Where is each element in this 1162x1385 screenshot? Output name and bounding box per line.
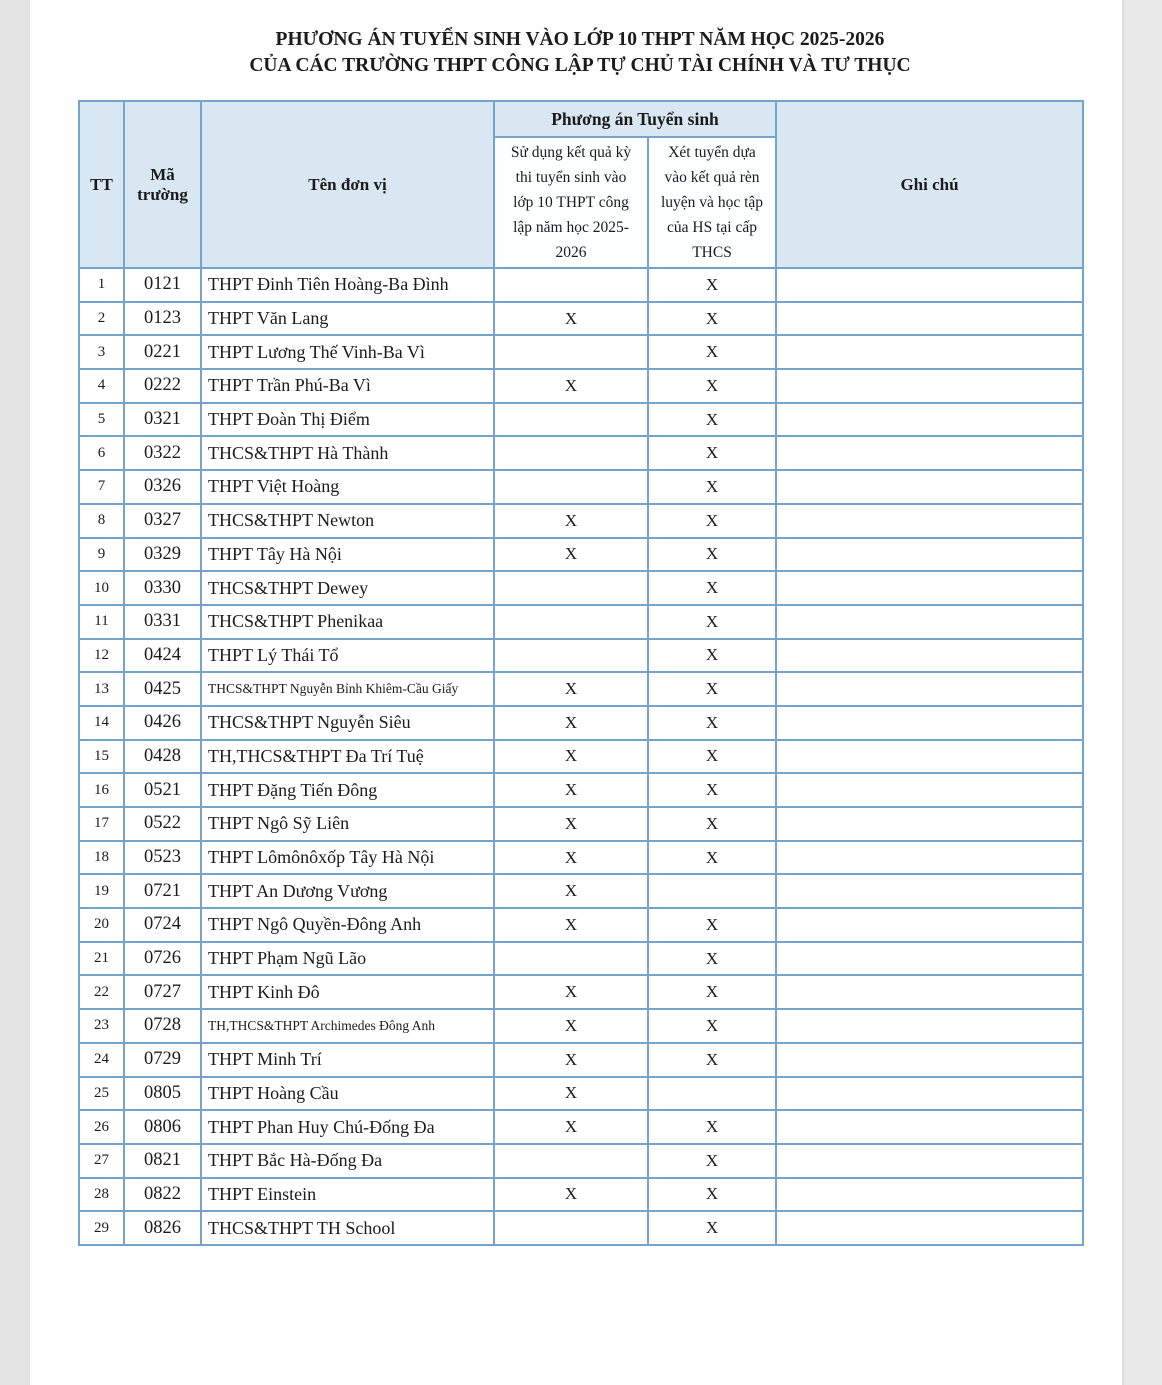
school-code-cell: 0329 <box>124 538 201 572</box>
school-code-cell: 0426 <box>124 706 201 740</box>
exam-method-mark-cell: X <box>494 1043 648 1077</box>
exam-method-mark-cell: X <box>494 369 648 403</box>
school-name-cell: THCS&THPT Nguyễn Siêu <box>201 706 494 740</box>
school-code-cell: 0521 <box>124 773 201 807</box>
table-row <box>79 335 1083 369</box>
note-cell <box>776 302 1083 336</box>
records-method-mark-cell: X <box>648 740 776 774</box>
table-row <box>79 1043 1083 1077</box>
school-name-cell: THPT Việt Hoàng <box>201 470 494 504</box>
exam-method-mark-cell <box>494 268 648 302</box>
table-row <box>79 1009 1083 1043</box>
note-cell <box>776 740 1083 774</box>
note-cell <box>776 975 1083 1009</box>
note-cell <box>776 504 1083 538</box>
records-method-mark-cell: X <box>648 268 776 302</box>
table-row <box>79 302 1083 336</box>
school-code-cell: 0523 <box>124 841 201 875</box>
row-index-cell: 2 <box>79 302 124 336</box>
note-cell <box>776 1178 1083 1212</box>
records-method-mark-cell: X <box>648 436 776 470</box>
school-code-cell: 0221 <box>124 335 201 369</box>
table-row <box>79 369 1083 403</box>
school-name-cell: THPT Tây Hà Nội <box>201 538 494 572</box>
school-name-cell: THCS&THPT Nguyễn Bỉnh Khiêm-Cầu Giấy <box>201 672 494 706</box>
exam-method-mark-cell: X <box>494 538 648 572</box>
school-name-cell: THPT Văn Lang <box>201 302 494 336</box>
table-row <box>79 504 1083 538</box>
exam-method-mark-cell: X <box>494 504 648 538</box>
exam-method-mark-cell: X <box>494 841 648 875</box>
school-name-cell: THPT Lương Thế Vinh-Ba Vì <box>201 335 494 369</box>
exam-method-mark-cell: X <box>494 773 648 807</box>
table-row <box>79 639 1083 673</box>
exam-method-mark-cell <box>494 605 648 639</box>
records-method-mark-cell: X <box>648 571 776 605</box>
records-method-mark-cell: X <box>648 672 776 706</box>
school-code-cell: 0326 <box>124 470 201 504</box>
school-table-body <box>79 268 1083 1245</box>
exam-method-mark-cell <box>494 639 648 673</box>
row-index-cell: 16 <box>79 773 124 807</box>
table-row <box>79 1211 1083 1245</box>
school-name-cell: THCS&THPT Phenikaa <box>201 605 494 639</box>
row-index-cell: 5 <box>79 403 124 437</box>
school-code-cell: 0322 <box>124 436 201 470</box>
note-cell <box>776 571 1083 605</box>
exam-method-mark-cell: X <box>494 807 648 841</box>
table-row <box>79 436 1083 470</box>
header-tt: TT <box>79 101 124 268</box>
school-code-cell: 0727 <box>124 975 201 1009</box>
records-method-mark-cell: X <box>648 302 776 336</box>
school-code-cell: 0222 <box>124 369 201 403</box>
table-row <box>79 874 1083 908</box>
note-cell <box>776 335 1083 369</box>
records-method-mark-cell: X <box>648 403 776 437</box>
row-index-cell: 13 <box>79 672 124 706</box>
records-method-mark-cell: X <box>648 908 776 942</box>
row-index-cell: 17 <box>79 807 124 841</box>
records-method-mark-cell: X <box>648 807 776 841</box>
school-name-cell: THPT An Dương Vương <box>201 874 494 908</box>
header-unit-name: Tên đơn vị <box>201 101 494 268</box>
school-code-cell: 0728 <box>124 1009 201 1043</box>
records-method-mark-cell: X <box>648 504 776 538</box>
exam-method-mark-cell: X <box>494 1178 648 1212</box>
exam-method-mark-cell: X <box>494 1077 648 1111</box>
row-index-cell: 28 <box>79 1178 124 1212</box>
row-index-cell: 10 <box>79 571 124 605</box>
exam-method-mark-cell: X <box>494 302 648 336</box>
table-row <box>79 672 1083 706</box>
row-index-cell: 22 <box>79 975 124 1009</box>
table-row <box>79 841 1083 875</box>
row-index-cell: 29 <box>79 1211 124 1245</box>
school-code-cell: 0806 <box>124 1110 201 1144</box>
table-row <box>79 605 1083 639</box>
records-method-mark-cell: X <box>648 1043 776 1077</box>
table-row <box>79 538 1083 572</box>
row-index-cell: 1 <box>79 268 124 302</box>
note-cell <box>776 874 1083 908</box>
exam-method-mark-cell <box>494 942 648 976</box>
table-row <box>79 1110 1083 1144</box>
records-method-mark-cell: X <box>648 605 776 639</box>
school-code-cell: 0330 <box>124 571 201 605</box>
note-cell <box>776 908 1083 942</box>
header-method-exam: Sử dụng kết quả kỳ thi tuyển sinh vào lớp 10 THPT công lập năm học 2025-2026 <box>494 137 648 268</box>
row-index-cell: 23 <box>79 1009 124 1043</box>
school-name-cell: THPT Đặng Tiến Đông <box>201 773 494 807</box>
records-method-mark-cell: X <box>648 1211 776 1245</box>
row-index-cell: 4 <box>79 369 124 403</box>
note-cell <box>776 1211 1083 1245</box>
school-name-cell: THPT Đoàn Thị Điểm <box>201 403 494 437</box>
exam-method-mark-cell <box>494 1144 648 1178</box>
school-name-cell: THPT Phạm Ngũ Lão <box>201 942 494 976</box>
row-index-cell: 18 <box>79 841 124 875</box>
header-method-records: Xét tuyển dựa vào kết quả rèn luyện và học tập của HS tại cấp THCS <box>648 137 776 268</box>
table-row <box>79 1144 1083 1178</box>
exam-method-mark-cell <box>494 571 648 605</box>
exam-method-mark-cell: X <box>494 740 648 774</box>
row-index-cell: 12 <box>79 639 124 673</box>
school-name-cell: THPT Kinh Đô <box>201 975 494 1009</box>
school-code-cell: 0327 <box>124 504 201 538</box>
records-method-mark-cell: X <box>648 1009 776 1043</box>
note-cell <box>776 841 1083 875</box>
note-cell <box>776 1043 1083 1077</box>
row-index-cell: 25 <box>79 1077 124 1111</box>
table-row <box>79 571 1083 605</box>
school-name-cell: THPT Ngô Quyền-Đông Anh <box>201 908 494 942</box>
school-name-cell: THPT Đinh Tiên Hoàng-Ba Đình <box>201 268 494 302</box>
school-code-cell: 0428 <box>124 740 201 774</box>
school-code-cell: 0424 <box>124 639 201 673</box>
page-left-margin <box>0 0 30 1385</box>
note-cell <box>776 403 1083 437</box>
row-index-cell: 14 <box>79 706 124 740</box>
school-name-cell: THPT Minh Trí <box>201 1043 494 1077</box>
exam-method-mark-cell: X <box>494 1110 648 1144</box>
note-cell <box>776 942 1083 976</box>
table-row <box>79 1077 1083 1111</box>
table-header <box>79 101 1083 268</box>
records-method-mark-cell: X <box>648 942 776 976</box>
header-enrollment-plan-group: Phương án Tuyển sinh <box>494 101 776 137</box>
exam-method-mark-cell <box>494 470 648 504</box>
exam-method-mark-cell: X <box>494 706 648 740</box>
records-method-mark-cell: X <box>648 773 776 807</box>
school-name-cell: THCS&THPT Dewey <box>201 571 494 605</box>
note-cell <box>776 470 1083 504</box>
school-name-cell: THPT Phan Huy Chú-Đống Đa <box>201 1110 494 1144</box>
school-name-cell: TH,THCS&THPT Đa Trí Tuệ <box>201 740 494 774</box>
school-code-cell: 0425 <box>124 672 201 706</box>
school-name-cell: THCS&THPT Hà Thành <box>201 436 494 470</box>
school-name-cell: THPT Hoàng Cầu <box>201 1077 494 1111</box>
note-cell <box>776 706 1083 740</box>
row-index-cell: 9 <box>79 538 124 572</box>
school-name-cell: THPT Ngô Sỹ Liên <box>201 807 494 841</box>
exam-method-mark-cell <box>494 436 648 470</box>
row-index-cell: 11 <box>79 605 124 639</box>
table-row <box>79 942 1083 976</box>
records-method-mark-cell: X <box>648 1144 776 1178</box>
row-index-cell: 21 <box>79 942 124 976</box>
table-row <box>79 740 1083 774</box>
row-index-cell: 15 <box>79 740 124 774</box>
school-code-cell: 0721 <box>124 874 201 908</box>
document-title-line2: CỦA CÁC TRƯỜNG THPT CÔNG LẬP TỰ CHỦ TÀI CHÍNH VÀ TƯ THỤC <box>249 55 911 76</box>
header-school-code: Mã trường <box>124 101 201 268</box>
school-code-cell: 0726 <box>124 942 201 976</box>
note-cell <box>776 807 1083 841</box>
exam-method-mark-cell <box>494 335 648 369</box>
school-code-cell: 0724 <box>124 908 201 942</box>
table-row <box>79 773 1083 807</box>
school-code-cell: 0805 <box>124 1077 201 1111</box>
row-index-cell: 20 <box>79 908 124 942</box>
exam-method-mark-cell: X <box>494 672 648 706</box>
school-code-cell: 0123 <box>124 302 201 336</box>
note-cell <box>776 1110 1083 1144</box>
school-code-cell: 0729 <box>124 1043 201 1077</box>
table-row <box>79 706 1083 740</box>
records-method-mark-cell: X <box>648 841 776 875</box>
exam-method-mark-cell: X <box>494 874 648 908</box>
note-cell <box>776 672 1083 706</box>
school-name-cell: TH,THCS&THPT Archimedes Đông Anh <box>201 1009 494 1043</box>
school-code-cell: 0331 <box>124 605 201 639</box>
records-method-mark-cell: X <box>648 470 776 504</box>
table-row <box>79 403 1083 437</box>
document-title-line1: PHƯƠNG ÁN TUYỂN SINH VÀO LỚP 10 THPT NĂM HỌC 2025-2026 <box>275 29 885 50</box>
row-index-cell: 6 <box>79 436 124 470</box>
records-method-mark-cell: X <box>648 335 776 369</box>
page-right-margin <box>1122 0 1162 1385</box>
records-method-mark-cell <box>648 1077 776 1111</box>
school-name-cell: THCS&THPT TH School <box>201 1211 494 1245</box>
table-row <box>79 268 1083 302</box>
exam-method-mark-cell <box>494 403 648 437</box>
table-row <box>79 470 1083 504</box>
note-cell <box>776 436 1083 470</box>
school-name-cell: THPT Trần Phú-Ba Vì <box>201 369 494 403</box>
page-content <box>78 0 1082 1246</box>
exam-method-mark-cell: X <box>494 1009 648 1043</box>
records-method-mark-cell: X <box>648 538 776 572</box>
school-name-cell: THPT Lý Thái Tổ <box>201 639 494 673</box>
note-cell <box>776 369 1083 403</box>
school-name-cell: THPT Lômônôxốp Tây Hà Nội <box>201 841 494 875</box>
exam-method-mark-cell: X <box>494 975 648 1009</box>
row-index-cell: 8 <box>79 504 124 538</box>
school-code-cell: 0826 <box>124 1211 201 1245</box>
records-method-mark-cell: X <box>648 706 776 740</box>
school-code-cell: 0822 <box>124 1178 201 1212</box>
row-index-cell: 7 <box>79 470 124 504</box>
table-row <box>79 975 1083 1009</box>
records-method-mark-cell: X <box>648 369 776 403</box>
note-cell <box>776 773 1083 807</box>
note-cell <box>776 1077 1083 1111</box>
records-method-mark-cell: X <box>648 1110 776 1144</box>
note-cell <box>776 538 1083 572</box>
school-name-cell: THCS&THPT Newton <box>201 504 494 538</box>
school-name-cell: THPT Einstein <box>201 1178 494 1212</box>
school-code-cell: 0821 <box>124 1144 201 1178</box>
records-method-mark-cell: X <box>648 1178 776 1212</box>
table-row <box>79 1178 1083 1212</box>
exam-method-mark-cell: X <box>494 908 648 942</box>
note-cell <box>776 1144 1083 1178</box>
table-row <box>79 908 1083 942</box>
note-cell <box>776 1009 1083 1043</box>
school-code-cell: 0321 <box>124 403 201 437</box>
note-cell <box>776 605 1083 639</box>
header-notes: Ghi chú <box>776 101 1083 268</box>
row-index-cell: 24 <box>79 1043 124 1077</box>
records-method-mark-cell <box>648 874 776 908</box>
row-index-cell: 27 <box>79 1144 124 1178</box>
exam-method-mark-cell <box>494 1211 648 1245</box>
row-index-cell: 19 <box>79 874 124 908</box>
document-title <box>78 27 1082 79</box>
table-row <box>79 807 1083 841</box>
enrollment-plan-table <box>78 100 1084 1246</box>
school-code-cell: 0121 <box>124 268 201 302</box>
records-method-mark-cell: X <box>648 975 776 1009</box>
records-method-mark-cell: X <box>648 639 776 673</box>
note-cell <box>776 268 1083 302</box>
school-code-cell: 0522 <box>124 807 201 841</box>
row-index-cell: 3 <box>79 335 124 369</box>
school-name-cell: THPT Bắc Hà-Đống Đa <box>201 1144 494 1178</box>
note-cell <box>776 639 1083 673</box>
row-index-cell: 26 <box>79 1110 124 1144</box>
